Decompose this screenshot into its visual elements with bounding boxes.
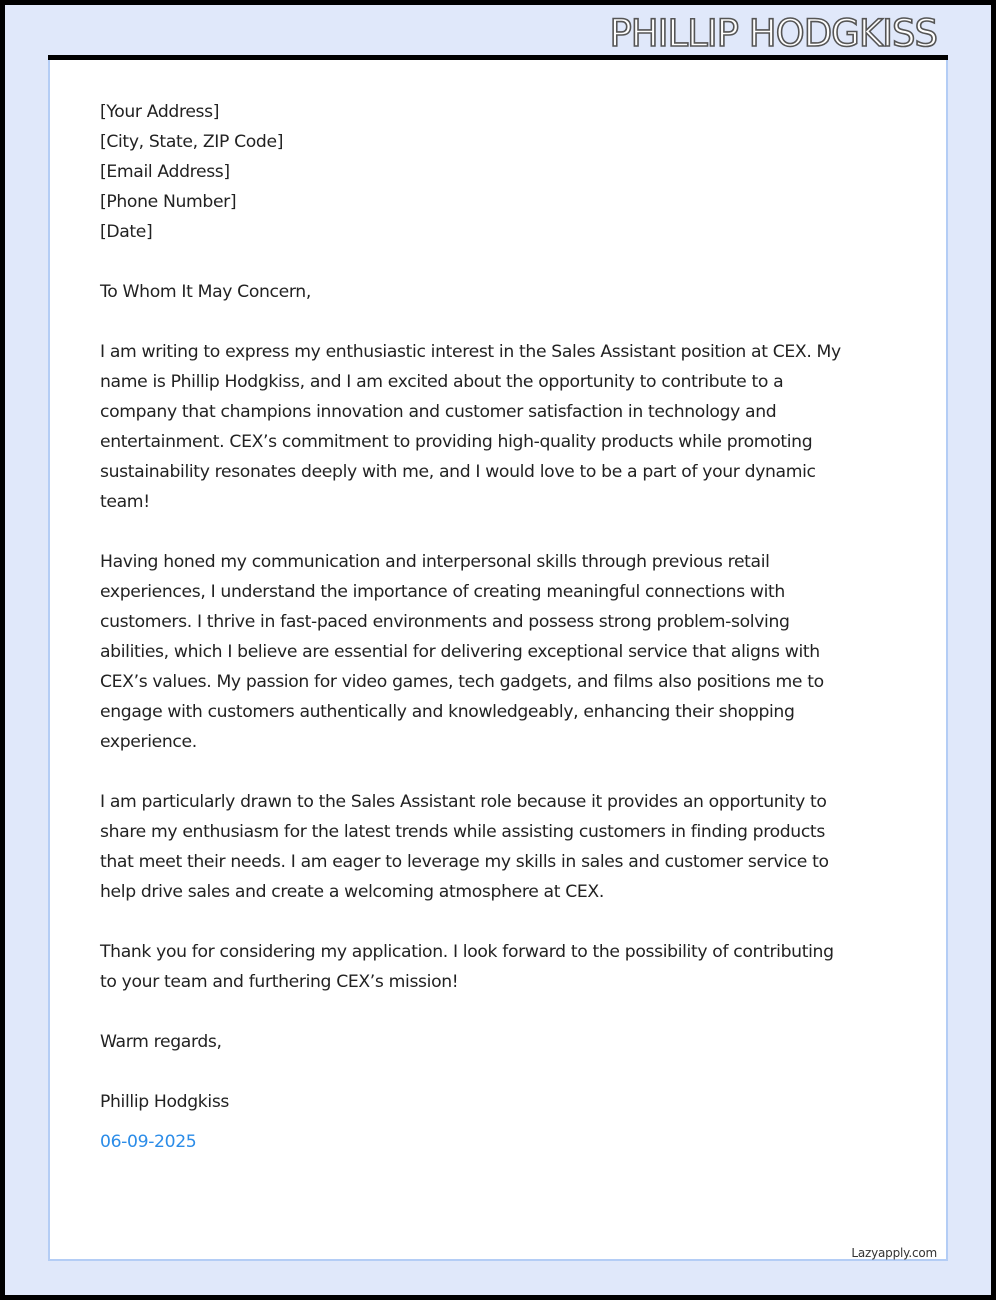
cover-letter-body: [100, 97, 900, 1157]
paragraph-line: CEX’s values. My passion for video games, tech gadgets, and films also positions me to: [100, 672, 824, 692]
paragraph-line: sustainability resonates deeply with me, and I would love to be a part of your dynamic: [100, 462, 816, 482]
signature-block: [100, 1087, 900, 1157]
closing: [100, 1027, 900, 1057]
paragraph-thanks: [100, 937, 900, 997]
paragraph-line: that meet their needs. I am eager to leverage my skills in sales and customer service to: [100, 852, 829, 872]
paragraph-line: Thank you for considering my application. I look forward to the possibility of contributing: [100, 942, 834, 962]
sender-phone: [Phone Number]: [100, 192, 237, 212]
paragraph-motivation: [100, 787, 900, 907]
name-title: PHILLIP HODGKISS: [609, 12, 937, 55]
paragraph-line: to your team and furthering CEX’s mission!: [100, 972, 459, 992]
paragraph-line: experiences, I understand the importance of creating meaningful connections with: [100, 582, 785, 602]
sender-email: [Email Address]: [100, 162, 230, 182]
paragraph-line: Having honed my communication and interpersonal skills through previous retail: [100, 552, 770, 572]
paragraph-line: share my enthusiasm for the latest trends while assisting customers in finding products: [100, 822, 825, 842]
paragraph-line: entertainment. CEX’s commitment to providing high-quality products while promoting: [100, 432, 813, 452]
paragraph-line: I am particularly drawn to the Sales Assistant role because it provides an opportunity to: [100, 792, 827, 812]
paragraph-line: name is Phillip Hodgkiss, and I am excited about the opportunity to contribute to a: [100, 372, 784, 392]
paragraph-line: engage with customers authentically and knowledgeably, enhancing their shopping: [100, 702, 795, 722]
paragraph-line: abilities, which I believe are essential for delivering exceptional service that aligns with: [100, 642, 820, 662]
signature-name: Phillip Hodgkiss: [100, 1092, 230, 1112]
paragraph-line: company that champions innovation and customer satisfaction in technology and: [100, 402, 777, 422]
paragraph-line: experience.: [100, 732, 197, 752]
paragraph-intro: [100, 337, 900, 517]
sender-address: [Your Address]: [100, 102, 220, 122]
paragraph-line: help drive sales and create a welcoming atmosphere at CEX.: [100, 882, 604, 902]
paragraph-line: I am writing to express my enthusiastic interest in the Sales Assistant position at CEX. My: [100, 342, 841, 362]
sender-date: [Date]: [100, 222, 153, 242]
sender-city-state-zip: [City, State, ZIP Code]: [100, 132, 284, 152]
footer-brand: Lazyapply.com: [851, 1246, 937, 1260]
salutation-text: To Whom It May Concern,: [100, 282, 311, 302]
sender-block: [100, 97, 900, 247]
closing-text: Warm regards,: [100, 1032, 222, 1052]
paragraph-skills: [100, 547, 900, 757]
signed-date: 06-09-2025: [100, 1132, 197, 1152]
paragraph-line: team!: [100, 492, 150, 512]
paragraph-line: customers. I thrive in fast-paced environments and possess strong problem-solving: [100, 612, 790, 632]
salutation: [100, 277, 900, 307]
header-divider: [48, 55, 948, 60]
